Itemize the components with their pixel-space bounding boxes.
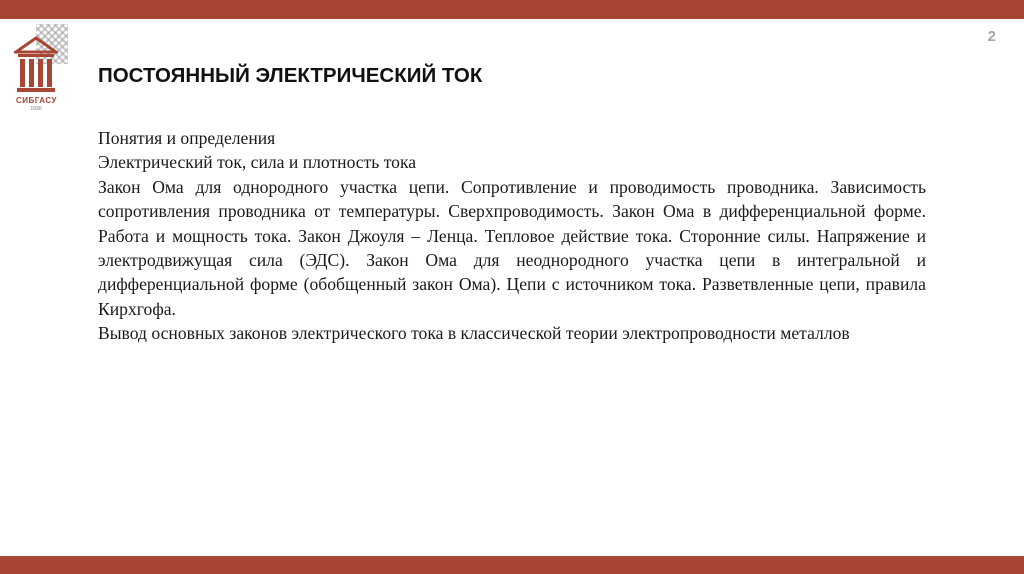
top-accent-bar	[0, 0, 1024, 19]
university-logo	[14, 24, 68, 114]
building-icon	[14, 34, 58, 94]
slide-body	[98, 126, 926, 346]
body-paragraph: Закон Ома для однородного участка цепи. Сопротивление и проводимость проводника. Зависимость сопротивления проводника от температуры. Сверхпроводимость. Закон Ома в дифференциальной форме. Работа и мощность тока. Закон Джоуля – Ленца. Тепловое действие тока. Сторонние силы. Напряжение и электродвижущая сила (ЭДС). Закон Ома для неоднородного участка цепи в интегральной и дифференциальной форме (обобщенный закон Ома). Цепи с источником тока. Разветвленные цепи, правила Кирхгофа.	[98, 176, 926, 319]
slide-title: ПОСТОЯННЫЙ ЭЛЕКТРИЧЕСКИЙ ТОК	[98, 64, 483, 87]
body-paragraph: Электрический ток, сила и плотность тока	[98, 152, 417, 173]
logo-wordmark: СИБГАСУ	[16, 96, 58, 105]
body-paragraph: Вывод основных законов электрического тока в классической теории электропроводности металлов	[98, 323, 850, 344]
bottom-accent-bar	[0, 556, 1024, 574]
page-number: 2	[987, 28, 996, 45]
logo-year: 1930	[30, 106, 42, 112]
body-paragraph: Понятия и определения	[98, 128, 276, 148]
